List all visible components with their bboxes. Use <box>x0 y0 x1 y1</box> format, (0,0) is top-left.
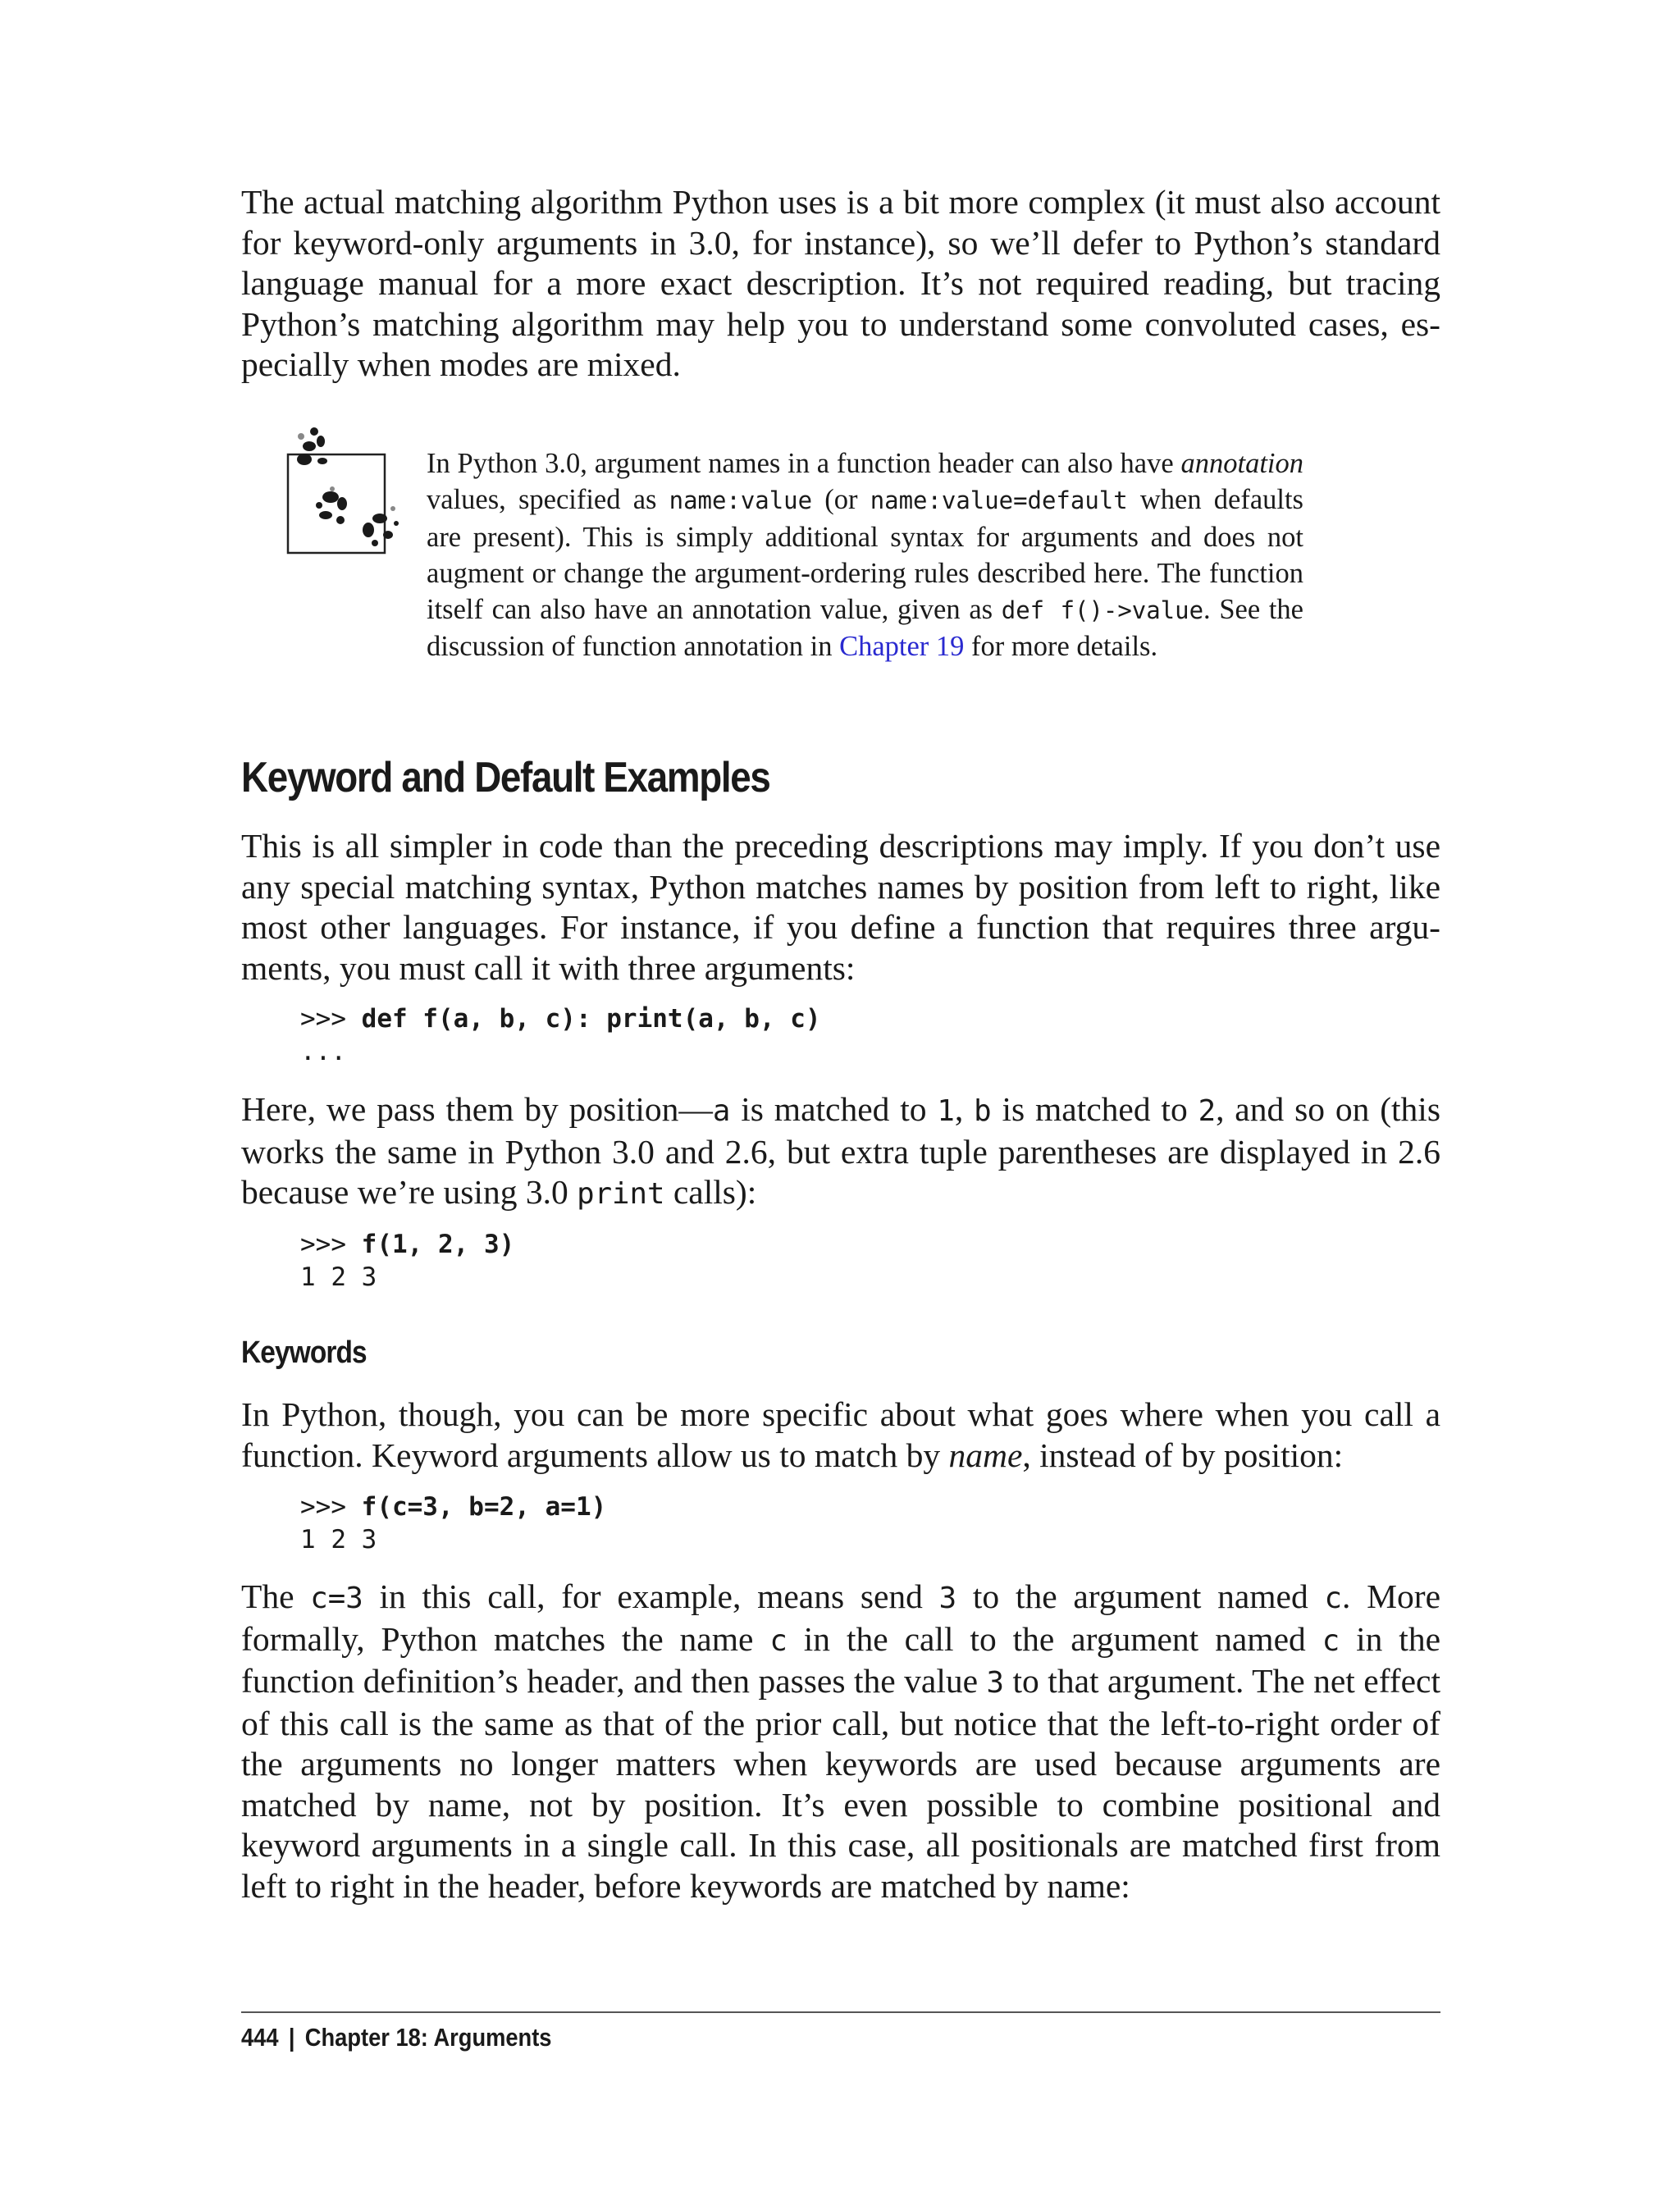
note-emphasis: annotation <box>1180 448 1303 479</box>
text: in the call to the argument named <box>787 1619 1322 1658</box>
code-output: 1 2 3 <box>300 1525 377 1554</box>
code-line <box>300 1228 514 1261</box>
paragraph-keyword-explanation <box>241 1577 1440 1906</box>
text: , <box>954 1090 975 1128</box>
section-heading: Keyword and Default Examples <box>241 754 770 801</box>
note-code-1: name:value <box>669 486 813 515</box>
code-input: f(1, 2, 3) <box>361 1230 515 1259</box>
note-text-2: values, specified as <box>427 484 669 516</box>
intro-paragraph <box>241 182 1440 386</box>
text: , instead of by position: <box>1022 1436 1344 1474</box>
inline-code: 2 <box>1198 1094 1217 1128</box>
code-input: f(c=3, b=2, a=1) <box>361 1492 607 1522</box>
footer-divider <box>241 2011 1440 2013</box>
chapter-19-link[interactable]: Chapter 19 <box>839 631 965 663</box>
text: Here, we pass them by position— <box>241 1090 713 1128</box>
inline-code: a <box>712 1094 731 1128</box>
note-text-4: when defaults are present). This is simply additional syntax for arguments and does not augment or change the argument-ordering rules described here. The function itself can also have an annotation value, given as <box>427 484 1303 626</box>
paragraph-positional <box>241 826 1440 988</box>
code-line <box>300 1491 606 1523</box>
text: to the argument named <box>956 1577 1325 1615</box>
paragraph-keywords <box>241 1395 1440 1476</box>
text: , and so on (this works the same in Python 3.0 and 2.6, but extra tuple parentheses are displayed in 2.6 because we’re using 3.0 <box>241 1090 1440 1211</box>
emphasis: name <box>948 1436 1023 1474</box>
page-number: 444 <box>241 2023 279 2052</box>
code-block-def <box>300 1002 821 1068</box>
inline-code: c=3 <box>310 1582 363 1615</box>
note-paragraph <box>427 445 1303 665</box>
code-block-call <box>300 1228 514 1294</box>
code-block-keyword-call <box>300 1491 606 1556</box>
inline-code: b <box>974 1094 992 1128</box>
code-input: def f(a, b, c): print(a, b, c) <box>361 1004 821 1034</box>
chapter-title: Chapter 18: Arguments <box>304 2023 552 2052</box>
code-prompt: >>> <box>300 1230 362 1259</box>
text: The <box>241 1577 311 1615</box>
text: in this call, for example, means send <box>363 1577 939 1615</box>
code-line <box>300 1002 821 1035</box>
inline-code: 1 <box>937 1094 955 1128</box>
code-prompt: >>> <box>300 1004 362 1034</box>
code-prompt: >>> <box>300 1492 362 1522</box>
note-text-5: . See the discussion of function annotation in <box>427 594 1303 663</box>
inline-code: c <box>1324 1582 1342 1615</box>
paragraph-positional-text: This is all simpler in code than the preceding descriptions may imply. If you don’t use any special matching syntax, Python matches names by position from left to right, like most other languages. For instance, if you define a function that requires three arguments, you must call it with three arguments: <box>241 827 1440 987</box>
inline-code: c <box>1322 1623 1340 1658</box>
text: is matched to <box>991 1090 1198 1128</box>
inline-code: c <box>769 1623 788 1658</box>
inline-code: 3 <box>938 1582 957 1615</box>
text: In Python, though, you can be more specific about what goes where when you call a function. Keyword arguments allow us to match by <box>241 1395 1440 1474</box>
footer-separator: | <box>288 2023 295 2052</box>
text: calls): <box>664 1173 757 1211</box>
text: to that argument. The net effect of this call is the same as that of the prior call, but notice that the left-to-right order of the arguments no longer matters when keywords are used because arguments are matched by name, not by position. It’s even possible to combine positional and keyword arguments in a single call. In this case, all positionals are matched first from left to right in the header, before keywords are matched by name: <box>241 1662 1440 1905</box>
page-footer <box>241 2023 551 2052</box>
note-text-1: In Python 3.0, argument names in a function header can also have <box>427 448 1181 479</box>
inline-code: print <box>577 1177 665 1211</box>
intro-text: The actual matching algorithm Python uses is a bit more complex (it must also account for keyword-only arguments in 3.0, for instance), so we’ll defer to Python’s standard language manual for a more exact description. It’s not required reading, but tracing Python’s matching algorithm may help you to understand some convoluted cases, especially when modes are mixed. <box>241 183 1440 383</box>
code-output: 1 2 3 <box>300 1262 377 1292</box>
ornament-note-icon <box>283 420 414 568</box>
text: in the function definition’s header, and then passes the value <box>241 1619 1440 1700</box>
note-code-2: name:value=default <box>870 486 1128 515</box>
text: . More formally, Python matches the name <box>241 1577 1440 1658</box>
note-text-6: for more details. <box>964 631 1158 663</box>
text: is matched to <box>730 1090 938 1128</box>
note-code-3: def f()->value <box>1001 596 1204 625</box>
inline-code: 3 <box>986 1666 1005 1700</box>
paragraph-by-position <box>241 1089 1440 1215</box>
code-continuation: ... <box>300 1037 346 1066</box>
note-text-3: (or <box>812 484 870 516</box>
subsection-heading: Keywords <box>241 1335 367 1370</box>
